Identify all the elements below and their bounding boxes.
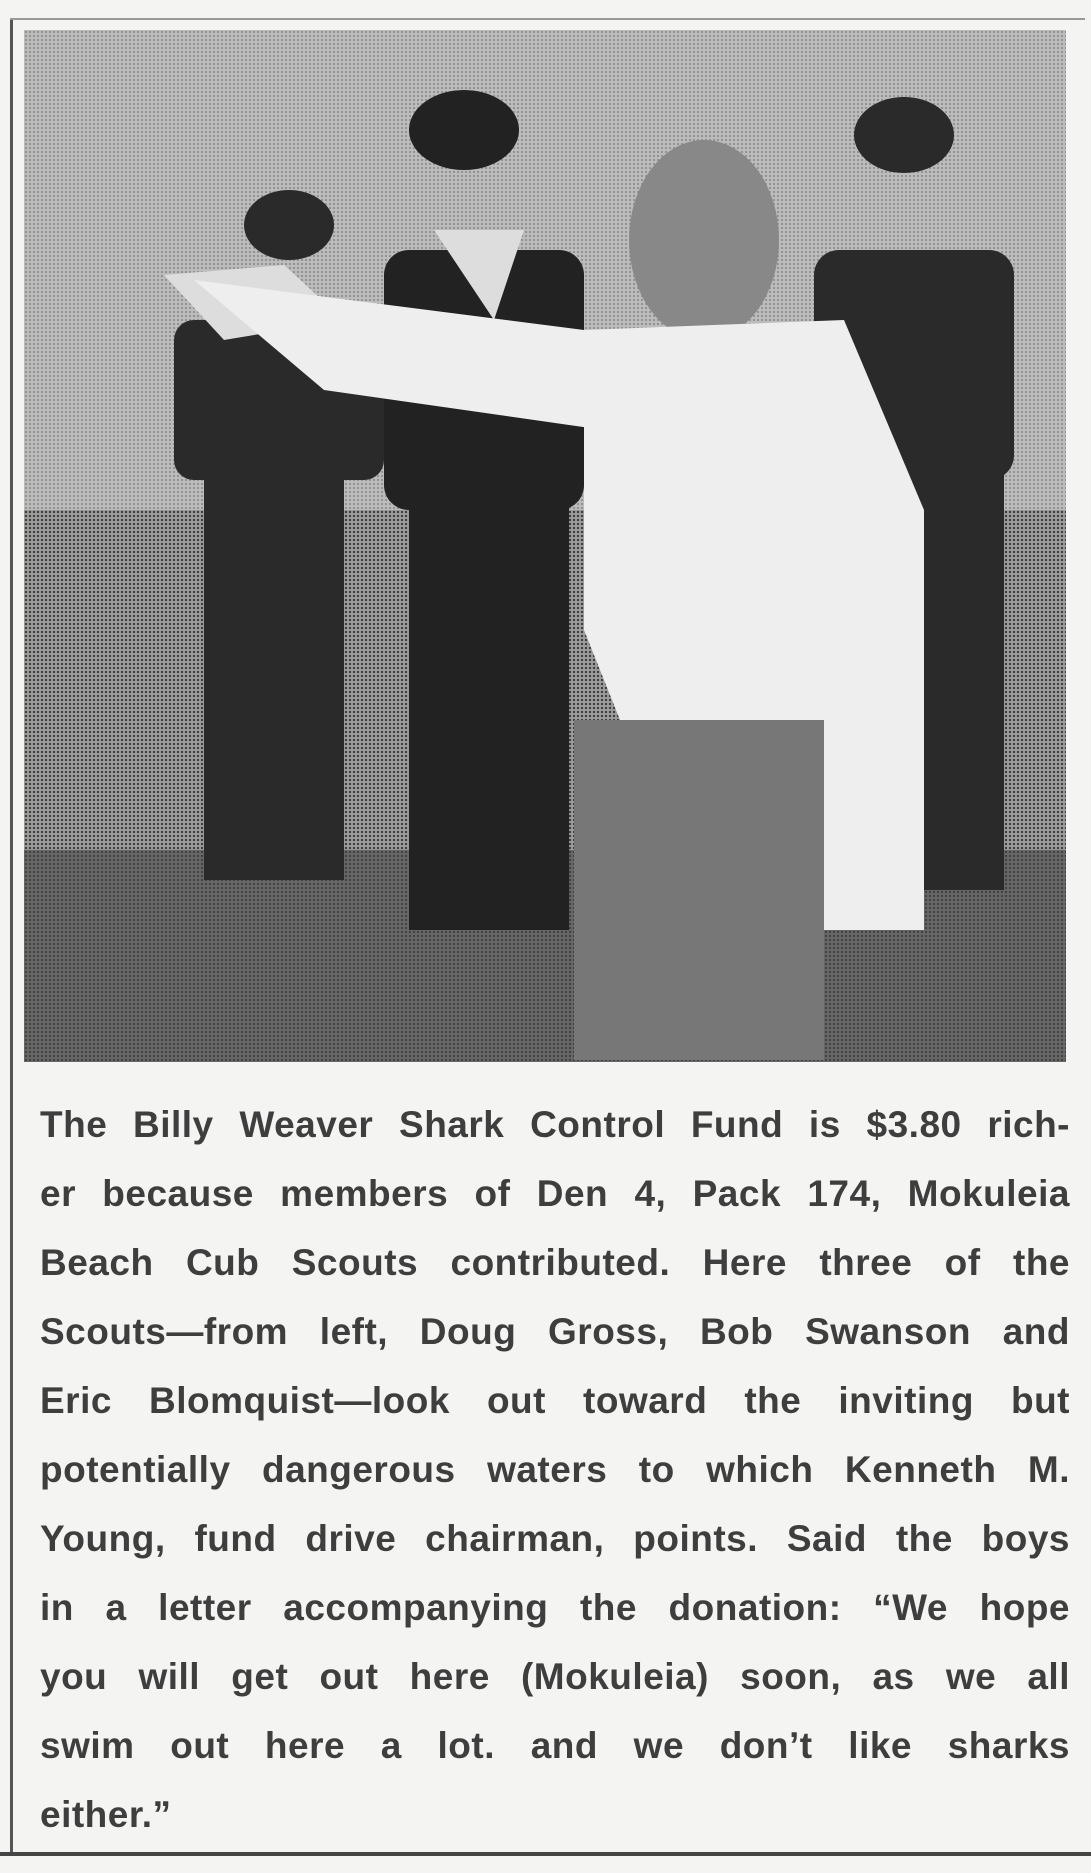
caption-line: swim out here a lot. and we don’t like sharks bbox=[40, 1725, 1070, 1766]
caption-line: The Billy Weaver Shark Control Fund is $3.80 rich- bbox=[40, 1104, 1070, 1145]
photo-scene bbox=[24, 30, 1066, 1062]
caption-line: Beach Cub Scouts contributed. Here three of the bbox=[40, 1242, 1070, 1283]
caption-line: potentially dangerous waters to which Kenneth M. bbox=[40, 1449, 1070, 1490]
caption-line: either.” bbox=[40, 1794, 172, 1835]
photo-caption bbox=[40, 1090, 1070, 1849]
caption-line: er because members of Den 4, Pack 174, Mokuleia bbox=[40, 1173, 1070, 1214]
clipping-bottom-rule bbox=[0, 1852, 1091, 1856]
caption-line: Eric Blomquist—look out toward the inviting but bbox=[40, 1380, 1070, 1421]
caption-line: Scouts—from left, Doug Gross, Bob Swanson and bbox=[40, 1311, 1070, 1352]
caption-line: you will get out here (Mokuleia) soon, as we all bbox=[40, 1656, 1070, 1697]
caption-line: Young, fund drive chairman, points. Said the boys bbox=[40, 1518, 1070, 1559]
caption-line: in a letter accompanying the donation: “We hope bbox=[40, 1587, 1070, 1628]
news-photo bbox=[24, 30, 1066, 1062]
clipping-top-edge bbox=[10, 18, 1085, 20]
clipping-left-rule bbox=[10, 20, 13, 1855]
